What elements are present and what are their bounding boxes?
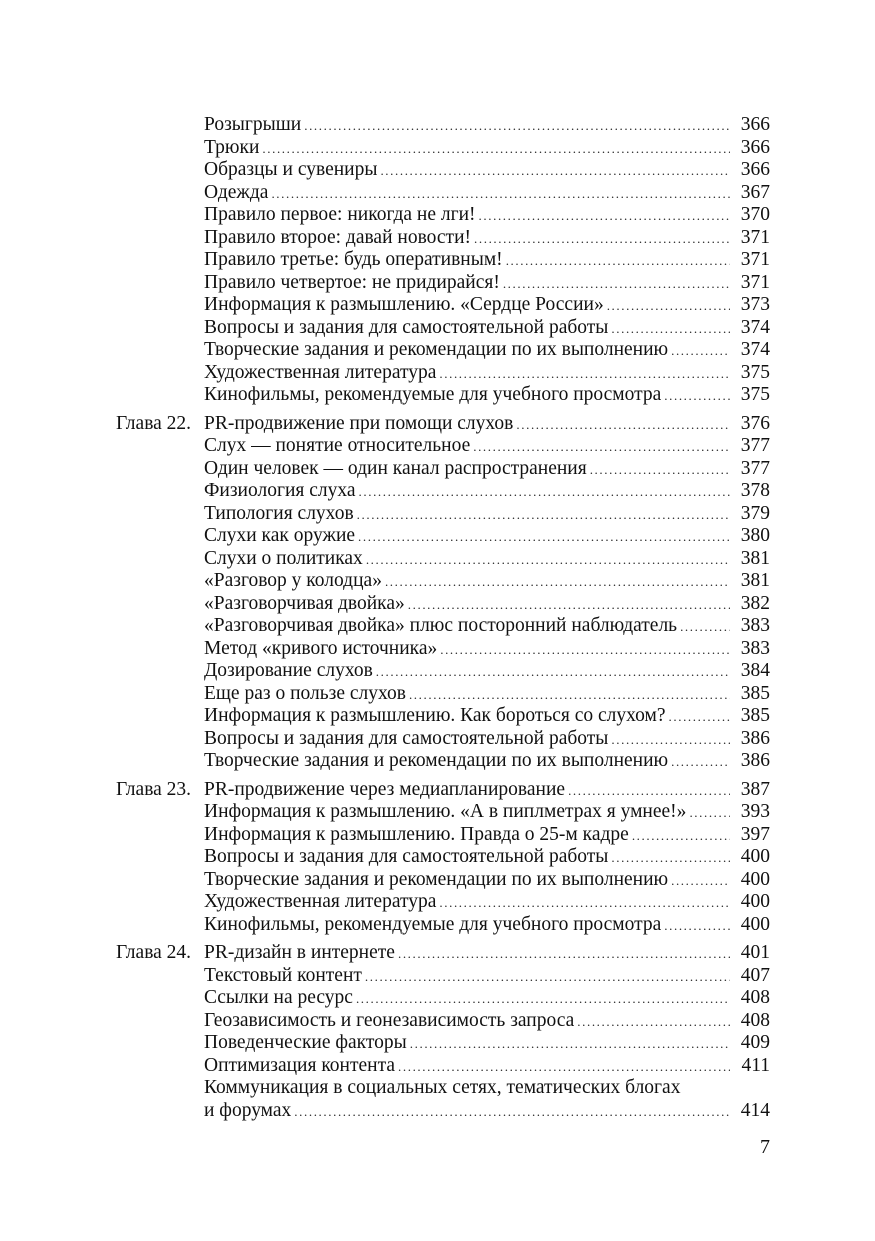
entry-page-number: 384 (740, 660, 770, 681)
entry-title: Художественная литература (204, 361, 437, 383)
entry-page-number: 376 (740, 412, 770, 434)
entry-title: Дозирование слухов (204, 660, 373, 681)
entry-page-number: 371 (740, 226, 770, 248)
dot-leader (357, 504, 730, 527)
dot-leader (359, 481, 730, 504)
entry-page-number: 401 (740, 942, 770, 963)
toc-line (204, 339, 770, 363)
toc-line (204, 801, 770, 825)
entry-title: Еще раз о пользе слухов (204, 682, 406, 704)
entry-page-number: 375 (740, 361, 770, 383)
toc-line (204, 965, 770, 989)
entry-page-number: 373 (740, 294, 770, 315)
dot-leader (516, 414, 730, 437)
toc-entry (116, 615, 770, 638)
toc-entry (116, 249, 770, 272)
entry-title: Одежда (204, 181, 269, 203)
toc-entry (116, 965, 770, 988)
entry-title: Правило третье: будь оперативным! (204, 249, 503, 270)
toc-line (204, 638, 770, 662)
dot-leader (376, 661, 730, 684)
toc-entry (116, 362, 770, 385)
toc-line (204, 914, 770, 938)
dot-leader (669, 706, 730, 729)
toc-entry (116, 660, 770, 683)
entry-page-number: 408 (740, 987, 770, 1008)
dot-leader (366, 549, 730, 572)
entry-title: Информация к размышлению. «Сердце России» (204, 294, 604, 315)
entry-page-number: 400 (740, 891, 770, 912)
entry-title: Текстовый контент (204, 964, 362, 986)
toc-line (204, 317, 770, 341)
dot-leader (262, 138, 730, 161)
toc-line (204, 779, 770, 803)
entry-title: Вопросы и задания для самостоятельной работы (204, 727, 609, 749)
entry-page-number: 383 (740, 615, 770, 636)
toc-entry (116, 705, 770, 728)
dot-leader (439, 892, 730, 915)
entry-page-number: 397 (740, 823, 770, 845)
dot-leader (409, 684, 730, 707)
dot-leader (294, 1101, 730, 1124)
toc-line (204, 503, 770, 527)
dot-leader (664, 385, 730, 408)
toc-entry (116, 891, 770, 914)
entry-title: и форумах (204, 1099, 292, 1121)
chapter-label: Глава 23. (116, 778, 192, 800)
entry-page-number: 400 (740, 846, 770, 867)
entry-title: Физиология слуха (204, 480, 356, 501)
toc-line (204, 525, 770, 549)
entry-page-number: 371 (740, 271, 770, 293)
entry-title: Вопросы и задания для самостоятельной работы (204, 846, 609, 867)
toc-entry (116, 458, 770, 481)
toc-entry (116, 114, 770, 137)
toc-line (204, 435, 770, 459)
entry-page-number: 385 (740, 682, 770, 704)
toc-entry (116, 413, 770, 436)
toc-line (204, 413, 770, 437)
dot-leader (398, 943, 730, 966)
toc-entry (116, 480, 770, 503)
toc-line (204, 294, 770, 318)
entry-page-number: 386 (740, 750, 770, 771)
toc-line (204, 705, 770, 729)
entry-title: Творческие задания и рекомендации по их выполнению (204, 750, 669, 771)
toc-entry (116, 182, 770, 205)
dot-leader (607, 295, 730, 318)
toc-entry (116, 339, 770, 362)
entry-page-number: 386 (740, 727, 770, 749)
entry-page-number: 408 (740, 1009, 770, 1031)
toc-entry (116, 1100, 770, 1123)
entry-title: Художественная литература (204, 891, 437, 912)
entry-page-number: 367 (740, 181, 770, 203)
toc-line (204, 869, 770, 893)
dot-leader (671, 340, 730, 363)
toc-line (204, 1032, 770, 1056)
dot-leader (410, 1033, 730, 1056)
toc-line (204, 1010, 770, 1034)
toc-entry (116, 869, 770, 892)
toc-entry (116, 1010, 770, 1033)
toc-line (204, 458, 770, 482)
toc-entry (116, 548, 770, 571)
toc-entry (116, 570, 770, 593)
entry-title: Информация к размышлению. «А в пиплметрах я умнее!» (204, 801, 687, 822)
toc-entry (116, 593, 770, 616)
toc-line (204, 137, 770, 161)
toc-entry (116, 159, 770, 182)
entry-title: Розыгрыши (204, 114, 302, 135)
toc-entry (116, 779, 770, 802)
entry-title: Трюки (204, 136, 260, 158)
entry-page-number: 383 (740, 637, 770, 659)
entry-title: Коммуникация в социальных сетях, тематических блогах (204, 1077, 681, 1098)
entry-page-number: 374 (740, 316, 770, 338)
toc-entry (116, 638, 770, 661)
entry-title: «Разговор у колодца» (204, 570, 382, 591)
dot-leader (473, 436, 730, 459)
toc-line (204, 1077, 770, 1100)
dot-leader (304, 115, 730, 138)
entry-title: Творческие задания и рекомендации по их выполнению (204, 868, 669, 890)
toc-entry (116, 294, 770, 317)
entry-page-number: 379 (740, 502, 770, 524)
toc-entry (116, 317, 770, 340)
entry-title: Один человек — один канал распространения (204, 457, 587, 479)
toc-entry (116, 525, 770, 548)
toc-line (204, 660, 770, 684)
dot-leader (632, 825, 730, 848)
entry-title: Информация к размышлению. Как бороться со слухом? (204, 705, 666, 726)
toc-line (204, 824, 770, 848)
toc-entry (116, 384, 770, 407)
toc-entry (116, 137, 770, 160)
entry-page-number: 387 (740, 778, 770, 800)
entry-title: Творческие задания и рекомендации по их выполнению (204, 339, 669, 360)
dot-leader (503, 273, 730, 296)
toc-line (204, 615, 770, 639)
toc-line (204, 683, 770, 707)
entry-page-number: 370 (740, 204, 770, 225)
toc-entry (116, 750, 770, 773)
dot-leader (671, 870, 730, 893)
dot-leader (358, 526, 730, 549)
toc-entry (116, 824, 770, 847)
dot-leader (689, 802, 730, 825)
toc-entry (116, 914, 770, 937)
toc-line (204, 182, 770, 206)
dot-leader (611, 729, 730, 752)
toc-line (204, 570, 770, 594)
entry-page-number: 409 (740, 1032, 770, 1053)
entry-page-number: 393 (740, 801, 770, 822)
toc-line (204, 1055, 770, 1079)
entry-page-number: 407 (740, 964, 770, 986)
toc-line (204, 114, 770, 138)
entry-page-number: 377 (740, 457, 770, 479)
toc-entry (116, 503, 770, 526)
entry-title: Типология слухов (204, 502, 354, 524)
entry-page-number: 414 (740, 1099, 770, 1121)
toc-entry (116, 728, 770, 751)
entry-title: Геозависимость и геонезависимость запроса (204, 1009, 575, 1031)
entry-page-number: 366 (740, 136, 770, 158)
entry-title: Правило первое: никогда не лги! (204, 204, 476, 225)
dot-leader (440, 639, 730, 662)
entry-page-number: 366 (740, 114, 770, 135)
entry-page-number: 380 (740, 525, 770, 546)
entry-title: «Разговорчивая двойка» (204, 592, 405, 614)
entry-title: Слухи как оружие (204, 525, 356, 546)
toc-line (204, 249, 770, 273)
toc-line (204, 942, 770, 966)
entry-title: PR-продвижение через медиапланирование (204, 778, 566, 800)
dot-leader (671, 751, 730, 774)
toc-line (204, 227, 770, 251)
toc-entry (116, 801, 770, 824)
dot-leader (680, 616, 730, 639)
entry-page-number: 374 (740, 339, 770, 360)
entry-title: Правило четвертое: не придирайся! (204, 271, 500, 293)
toc-entry (116, 846, 770, 869)
entry-title: Кинофильмы, рекомендуемые для учебного просмотра (204, 384, 662, 405)
dot-leader (408, 594, 730, 617)
entry-page-number: 381 (740, 547, 770, 569)
entry-title: Вопросы и задания для самостоятельной работы (204, 316, 609, 338)
entry-title: Поведенческие факторы (204, 1032, 407, 1053)
toc-line (204, 362, 770, 386)
toc-line (204, 846, 770, 870)
entry-title: Правило второе: давай новости! (204, 226, 472, 248)
toc-line (204, 987, 770, 1011)
entry-title: «Разговорчивая двойка» плюс посторонний наблюдатель (204, 615, 678, 636)
entry-title: Кинофильмы, рекомендуемые для учебного просмотра (204, 913, 662, 935)
toc-line (204, 891, 770, 915)
entry-page-number: 377 (740, 435, 770, 456)
dot-leader (385, 571, 730, 594)
dot-leader (611, 847, 730, 870)
dot-leader (380, 160, 730, 183)
toc-line (204, 1100, 770, 1124)
entry-title: Слухи о политиках (204, 547, 363, 569)
entry-title: Ссылки на ресурс (204, 987, 353, 1008)
entry-page-number: 378 (740, 480, 770, 501)
chapter-label: Глава 22. (116, 412, 192, 434)
toc-line (204, 159, 770, 183)
toc-entry (116, 1077, 770, 1100)
entry-page-number: 375 (740, 384, 770, 405)
toc-entry (116, 272, 770, 295)
dot-leader (398, 1056, 730, 1079)
dot-leader (664, 915, 730, 938)
toc-entry (116, 942, 770, 965)
chapter-label: Глава 24. (116, 942, 192, 963)
entry-page-number: 371 (740, 249, 770, 270)
dot-leader (365, 966, 730, 989)
dot-leader (356, 988, 730, 1011)
dot-leader (611, 318, 730, 341)
entry-page-number: 400 (740, 913, 770, 935)
entry-title: PR-продвижение при помощи слухов (204, 412, 514, 434)
entry-title: Оптимизация контента (204, 1054, 396, 1076)
dot-leader (568, 780, 730, 803)
entry-title: Образцы и сувениры (204, 159, 378, 180)
entry-page-number: 400 (740, 868, 770, 890)
toc-entry (116, 204, 770, 227)
entry-title: Метод «кривого источника» (204, 637, 438, 659)
toc-line (204, 728, 770, 752)
toc-line (204, 480, 770, 504)
entry-page-number: 366 (740, 159, 770, 180)
toc-entry (116, 435, 770, 458)
toc-line (204, 593, 770, 617)
table-of-contents (116, 114, 770, 1122)
dot-leader (577, 1011, 730, 1034)
entry-title: Слух — понятие относительное (204, 435, 471, 456)
toc-line (204, 272, 770, 296)
toc-line (204, 750, 770, 774)
entry-page-number: 411 (741, 1054, 770, 1076)
entry-page-number: 382 (740, 592, 770, 614)
toc-line (204, 384, 770, 408)
toc-entry (116, 227, 770, 250)
dot-leader (479, 205, 730, 228)
toc-entry (116, 987, 770, 1010)
dot-leader (590, 459, 730, 482)
dot-leader (506, 250, 730, 273)
toc-entry (116, 1055, 770, 1078)
page-number: 7 (760, 1136, 770, 1158)
toc-entry (116, 1032, 770, 1055)
toc-line (204, 548, 770, 572)
dot-leader (439, 363, 730, 386)
entry-title: Информация к размышлению. Правда о 25-м кадре (204, 823, 629, 845)
entry-page-number: 385 (740, 705, 770, 726)
dot-leader (271, 183, 730, 206)
toc-entry (116, 683, 770, 706)
entry-title: PR-дизайн в интернете (204, 942, 395, 963)
dot-leader (474, 228, 730, 251)
toc-line (204, 204, 770, 228)
entry-page-number: 381 (740, 570, 770, 591)
